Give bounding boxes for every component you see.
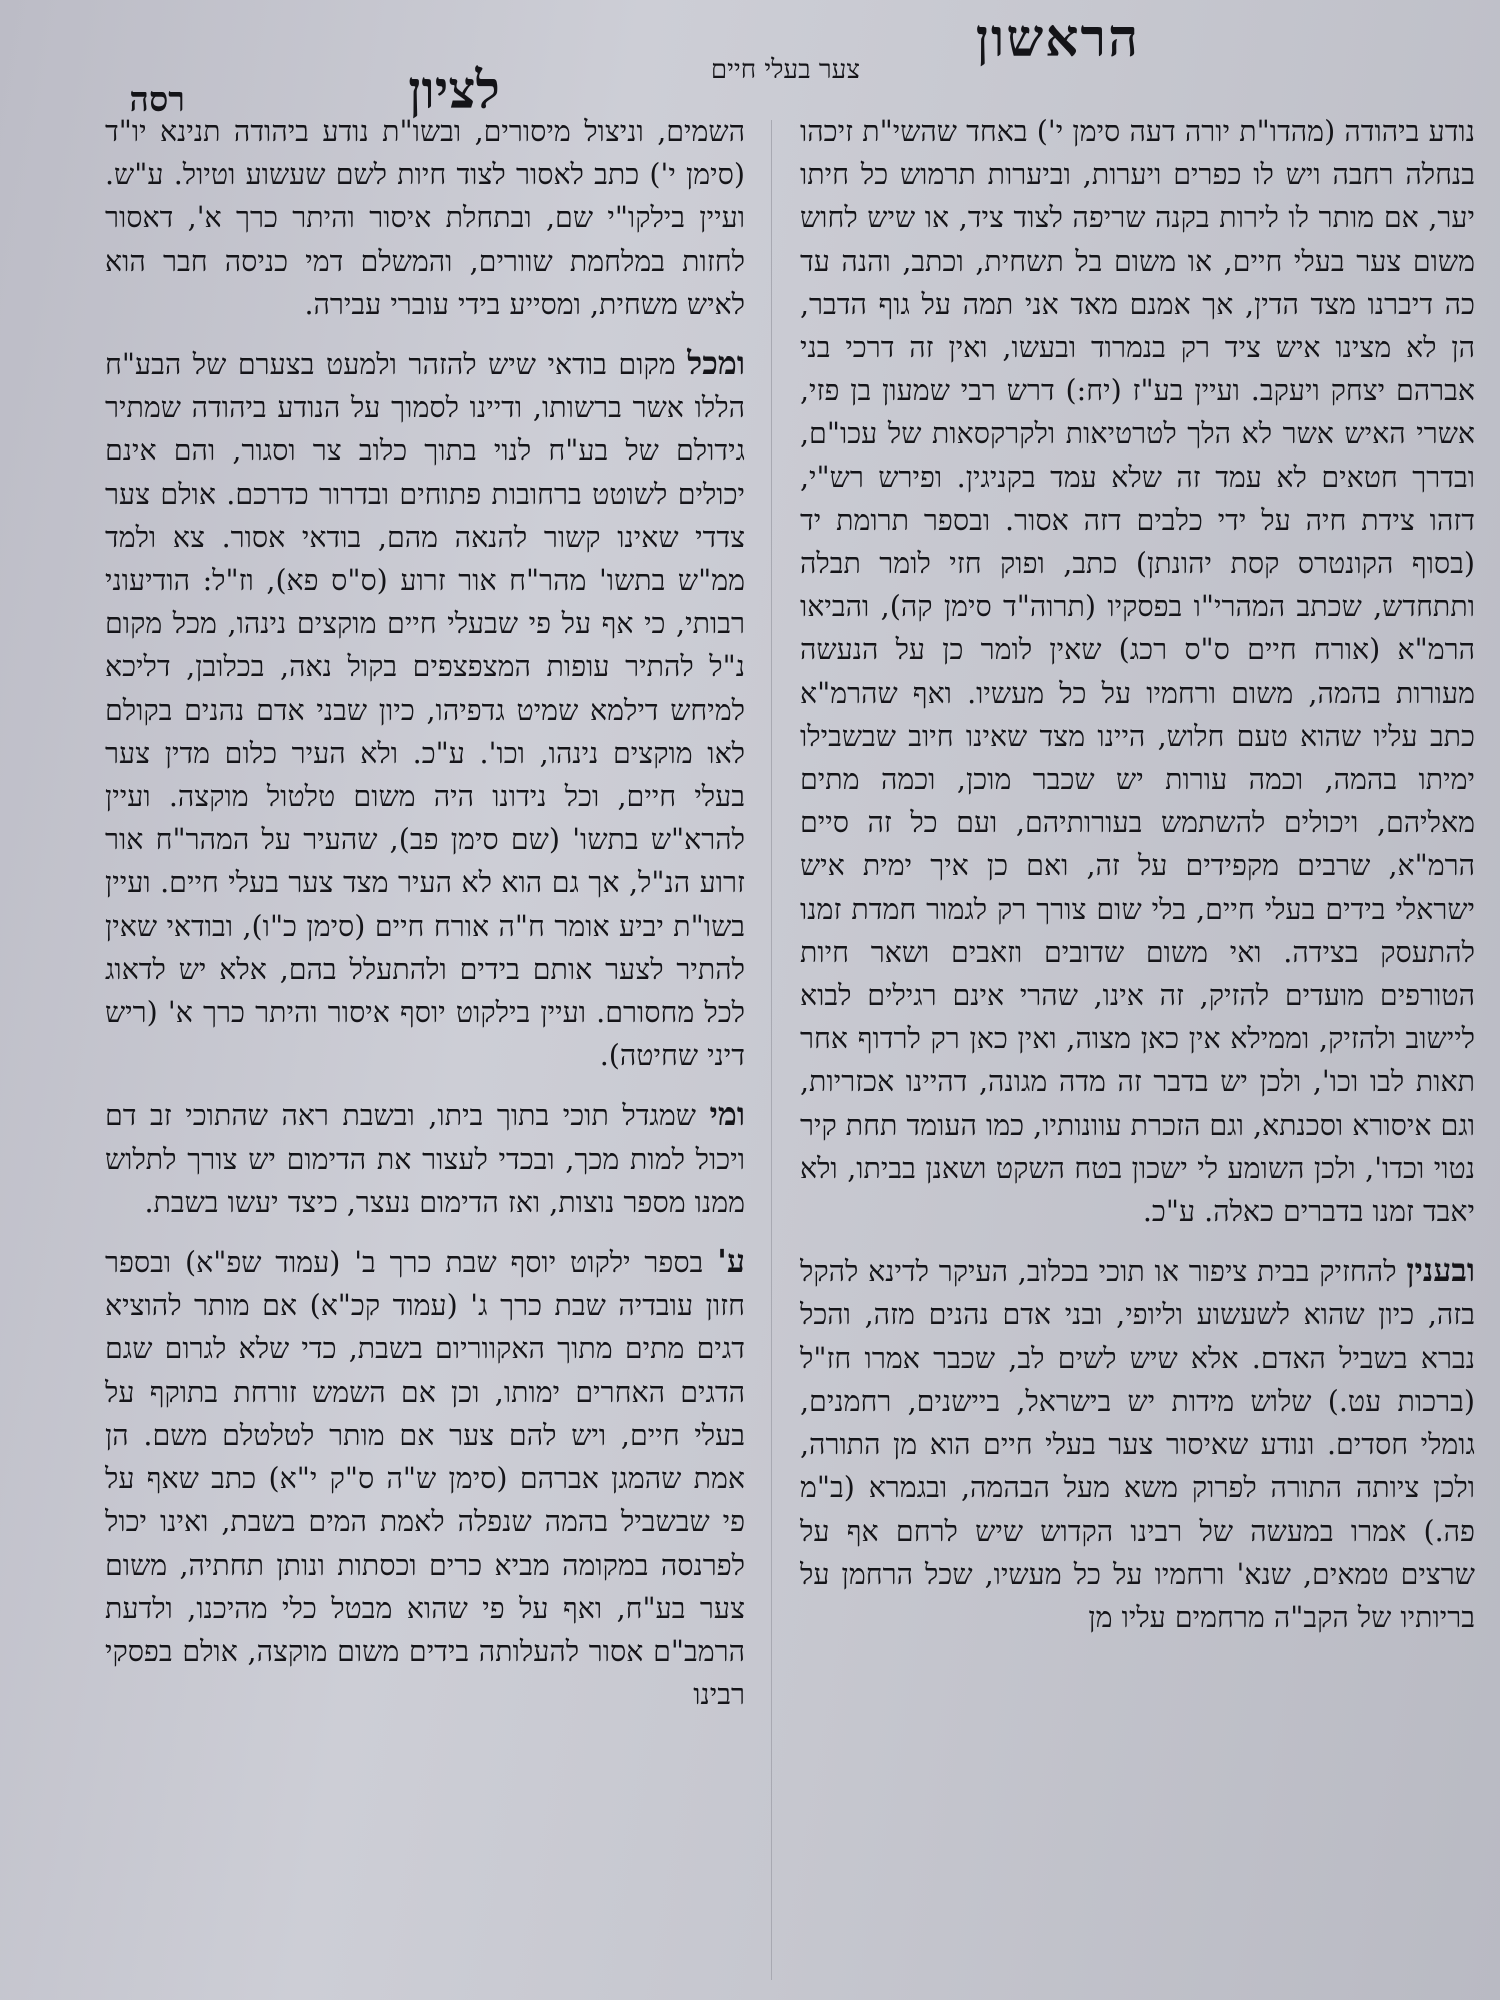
paragraph [800, 1249, 1475, 1639]
column-divider [771, 120, 772, 1980]
paragraph-lead-word: ומכל [687, 344, 745, 383]
paragraph-lead-word: ובענין [1406, 1251, 1475, 1290]
right-column [800, 110, 1475, 1990]
paragraph-text: נודע ביהודה (מהדו"ת יורה דעה סימן י') באחד שהשי"ת זיכהו בנחלה רחבה ויש לו כפרים ויערות, וביערות תרמוש כל חיתו יער, אם מותר לו לירות בקנה שריפה לצוד ציד, או שיש לחוש משום צער בעלי חיים, או משום בל תשחית, וכתב, והנה עד כה דיברנו מצד הדין, אך אמנם מאד אני תמה על גוף הדבר, הן לא מצינו איש ציד רק בנמרוד ובעשו, ואין זה דרכי בני אברהם יצחק ויעקב. ועיין בע"ז (יח:) דרש רבי שמעון בן פזי, אשרי האיש אשר לא הלך לטרטיאות ולקרקסאות של עכו"ם, ובדרך חטאים לא עמד זה שלא עמד בקניגין. ופירש רש"י, דזהו צידת חיה על ידי כלבים דזה אסור. ובספר תרומת יד (בסוף הקונטרס קסת יהונתן) כתב, ופוק חזי לומר תבלה ותתחדש, שכתב המהרי"ו בפסקיו (תרוה"ד סימן קה), והביאו הרמ"א (אורח חיים ס"ס רכג) שאין לומר כן על הנעשה מעורות בהמה, משום ורחמיו על כל מעשיו. ואף שהרמ"א כתב עליו שהוא טעם חלוש, היינו מצד שאינו חיוב שבשבילו ימיתו בהמה, וכמה עורות יש שכבר מוכן, וכמה מתים מאליהם, ויכולים להשתמש בעורותיהם, ועם כל זה סיים הרמ"א, שרבים מקפידים על זה, ואם כן איך ימית איש ישראלי בידים בעלי חיים, בלי שום צורך רק לגמור חמדת זמנו להתעסק בצידה. ואי משום שדובים וזאבים ושאר חיות הטורפים מועדים להזיק, זה אינו, שהרי אינם רגילים לבוא ליישוב ולהזיק, וממילא אין כאן מצוה, ואין כאן רק לרדוף אחר תאות לבו וכו', ולכן יש בדבר זה מדה מגונה, דהיינו אכזריות, וגם איסורא וסכנתא, וגם הזכרת עוונותיו, כמו העומד תחת קיר נטוי וכדו', ולכן השומע לי ישכון בטח השקט ושאנן בביתו, ולא יאבד זמנו בדברים כאלה. ע"כ. [800, 115, 1475, 1229]
page-number: רסה [129, 80, 185, 120]
running-title-left: לציון [408, 60, 500, 121]
left-column [105, 110, 745, 1990]
paragraph [800, 110, 1475, 1233]
paragraph [105, 110, 745, 326]
paragraph-text: בספר ילקוט יוסף שבת כרך ב' (עמוד שפ"א) ובספר חזון עובדיה שבת כרך ג' (עמוד קכ"א) אם מותר להוציא דגים מתים מתוך האקווריום בשבת, כדי שלא לגרום שגם הדגים האחרים ימותו, וכן אם השמש זורחת בתוקף על בעלי חיים, ויש להם צער אם מותר לטלטלם משם. הן אמת שהמגן אברהם (סימן ש"ה ס"ק י"א) כתב שאף על פי שבשביל בהמה שנפלה לאמת המים בשבת, ואינו יכול לפרנסה במקומה מביא כרים וכסתות ונותן תחתיה, משום צער בע"ח, ואף על פי שהוא מבטל כלי מהיכנו, ולדעת הרמב"ם אסור להעלותה בידים משום מוקצה, אולם בפסקי רבינו [105, 1246, 745, 1712]
section-topic: צער בעלי חיים [710, 55, 860, 85]
paragraph-text: להחזיק בבית ציפור או תוכי בכלוב, העיקר לדינא להקל בזה, כיון שהוא לשעשוע וליופי, ובני אדם נהנים מזה, והכל נברא בשביל האדם. אלא שיש לשים לב, שכבר אמרו חז"ל (ברכות עט.) שלוש מידות יש בישראל, ביישנים, רחמנים, גומלי חסדים. ונודע שאיסור צער בעלי חיים הוא מן התורה, ולכן ציותה התורה לפרוק משא מעל הבהמה, ובגמרא (ב"מ פה.) אמרו במעשה של רבינו הקדוש שיש לרחם אף על שרצים טמאים, שנא' ורחמיו על כל מעשיו, שכל הרחמן על בריותיו של הקב"ה מרחמים עליו מן [800, 1255, 1475, 1634]
paragraph-text: השמים, וניצול מיסורים, ובשו"ת נודע ביהודה תנינא יו"ד (סימן י') כתב לאסור לצוד חיות לשם שעשוע וטיול. ע"ש. ועיין בילקו"י שם, ובתחלת איסור והיתר כרך א', דאסור לחזות במלחמת שוורים, והמשלם דמי כניסה חבר הוא לאיש משחית, ומסייע בידי עוברי עבירה. [105, 115, 745, 321]
paragraph-text: מקום בודאי שיש להזהר ולמעט בצערם של הבע"ח הללו אשר ברשותו, ודיינו לסמוך על הנודע ביהודה שמתיר גידולם של בע"ח לנוי בתוך כלוב צר וסגור, והם אינם יכולים לשוטט ברחובות פתוחים ובדרור כדרכם. אולם צער צדדי שאינו קשור להנאה מהם, בודאי אסור. צא ולמד ממ"ש בתשו' מהר"ח אור זרוע (ס"ס פא), וז"ל: הודיעוני רבותי, כי אף על פי שבעלי חיים מוקצים נינהו, מכל מקום נ"ל להתיר עופות המצפצפים בקול נאה, בכלובן, דליכא למיחש דילמא שמיט גדפיהו, כיון שבני אדם נהנים בקולם לאו מוקצים נינהו, וכו'. ע"כ. ולא העיר כלום מדין צער בעלי חיים, וכל נידונו היה משום טלטול מוקצה. ועיין להרא"ש בתשו' (שם סימן פב), שהעיר על המהר"ח אור זרוע הנ"ל, אך גם הוא לא העיר מצד צער בעלי חיים. ועיין בשו"ת יביע אומר ח"ה אורח חיים (סימן כ"ו), ובודאי שאין להתיר לצער אותם בידים ולהתעלל בהם, אלא יש לדאוג לכל מחסורם. ועיין בילקוט יוסף איסור והיתר כרך א' (ריש דיני שחיטה). [105, 348, 745, 1073]
page-header [0, 0, 1500, 121]
paragraph-lead-word: ומי [709, 1095, 745, 1134]
paragraph [105, 1093, 745, 1224]
running-title-right: הראשון [975, 8, 1140, 69]
paragraph-lead-word: ע' [717, 1242, 745, 1281]
paragraph [105, 342, 745, 1077]
paragraph-text: שמגדל תוכי בתוך ביתו, ובשבת ראה שהתוכי זב דם ויכול למות מכך, ובכדי לעצור את הדימום יש צורך לתלוש ממנו מספר נוצות, ואז הדימום נעצר, כיצד יעשו בשבת. [105, 1099, 745, 1219]
paragraph [105, 1240, 745, 1716]
